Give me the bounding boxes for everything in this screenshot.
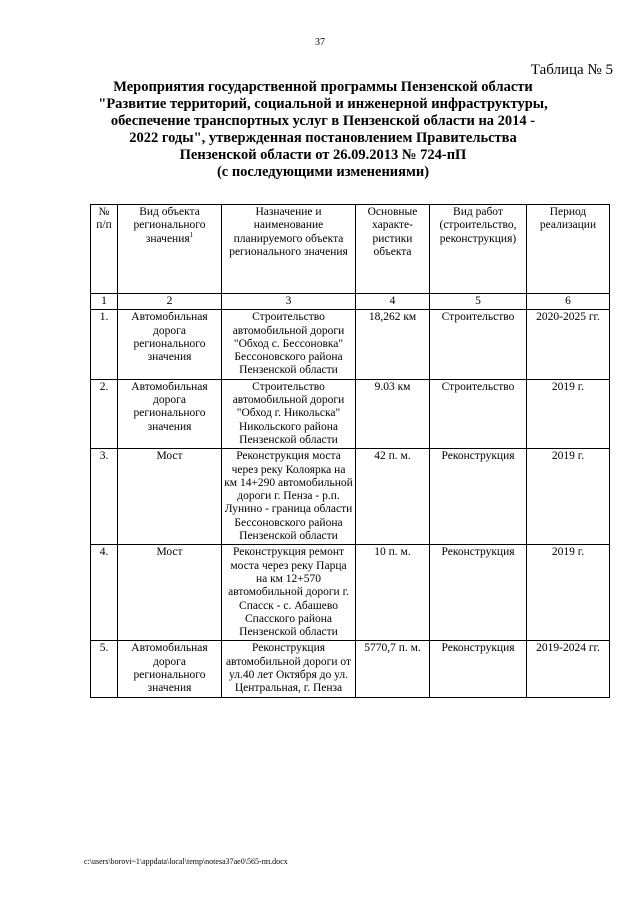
period-cell: 2019 г. [527, 379, 610, 448]
table-row [91, 379, 610, 448]
period-cell: 2019 г. [527, 545, 610, 641]
column-number: 3 [222, 294, 356, 310]
work-type-cell: Строительство [430, 379, 527, 448]
object-name-cell: Строительство автомобильной дороги "Обход г. Никольска" Никольского района Пензенской области [222, 379, 356, 448]
header-cell: Назначение и наименование планируемого объекта регионального значения [222, 205, 356, 294]
object-type-cell: Автомобильная дорога регионального значения [118, 379, 222, 448]
period-cell: 2020-2025 гг. [527, 310, 610, 379]
column-number: 4 [356, 294, 430, 310]
table-header-row [91, 205, 610, 294]
object-type-cell: Автомобильная дорога регионального значения [118, 641, 222, 697]
row-number-cell: 4. [91, 545, 118, 641]
table-label: Таблица № 5 [530, 62, 613, 78]
row-number-cell: 2. [91, 379, 118, 448]
characteristics-cell: 10 п. м. [356, 545, 430, 641]
column-number: 6 [527, 294, 610, 310]
period-cell: 2019-2024 гг. [527, 641, 610, 697]
title-line: 2022 годы", утвержденная постановлением Правительства [129, 130, 517, 146]
header-cell [118, 205, 222, 294]
objects-table [90, 204, 610, 698]
object-name-cell: Строительство автомобильной дороги "Обход с. Бессоновка" Бессоновского района Пензенской области [222, 310, 356, 379]
object-type-cell: Мост [118, 449, 222, 545]
object-name-cell: Реконструкция моста через реку Колоярка на км 14+290 автомобильной дороги г. Пенза - р.п. Лунино - граница области Бессоновского района Пензенской области [222, 449, 356, 545]
footnote-marker: 1 [189, 230, 194, 239]
column-number: 1 [91, 294, 118, 310]
header-cell: Вид работ (строительство, реконструкция) [430, 205, 527, 294]
header-cell: Период реализации [527, 205, 610, 294]
table-row [91, 545, 610, 641]
column-number-row [91, 294, 610, 310]
object-type-cell: Мост [118, 545, 222, 641]
header-cell-text: Вид объекта регионального значения [133, 206, 206, 245]
period-cell: 2019 г. [527, 449, 610, 545]
work-type-cell: Реконструкция [430, 545, 527, 641]
object-name-cell: Реконструкция автомобильной дороги от ул.40 лет Октября до ул. Центральная, г. Пенза [222, 641, 356, 697]
work-type-cell: Реконструкция [430, 449, 527, 545]
object-name-cell: Реконструкция ремонт моста через реку Парца на км 12+570 автомобильной дороги г. Спасск - с. Абашево Спасского района Пензенской области [222, 545, 356, 641]
work-type-cell: Строительство [430, 310, 527, 379]
object-type-cell: Автомобильная дорога регионального значения [118, 310, 222, 379]
header-cell: № п/п [91, 205, 118, 294]
file-path-footer: c:\users\borovi~1\appdata\local\temp\notesa37ae0\565-пп.docx [84, 857, 288, 866]
table-row [91, 310, 610, 379]
row-number-cell: 3. [91, 449, 118, 545]
header-cell: Основные характе-ристики объекта [356, 205, 430, 294]
row-number-cell: 1. [91, 310, 118, 379]
title-line: Мероприятия государственной программы Пензенской области [113, 79, 533, 95]
characteristics-cell: 42 п. м. [356, 449, 430, 545]
column-number: 5 [430, 294, 527, 310]
characteristics-cell: 18,262 км [356, 310, 430, 379]
title-line: Пензенской области от 26.09.2013 № 724-пП [179, 147, 467, 163]
title-line: (с последующими изменениями) [216, 164, 430, 180]
table-row [91, 449, 610, 545]
table-row [91, 641, 610, 697]
characteristics-cell: 9.03 км [356, 379, 430, 448]
title-line: "Развитие территорий, социальной и инженерной инфраструктуры, [98, 96, 548, 112]
title-line: обеспечение транспортных услуг в Пензенской области на 2014 - [110, 113, 536, 129]
column-number: 2 [118, 294, 222, 310]
document-title [88, 79, 558, 181]
work-type-cell: Реконструкция [430, 641, 527, 697]
page-number: 37 [315, 37, 325, 48]
characteristics-cell: 5770,7 п. м. [356, 641, 430, 697]
row-number-cell: 5. [91, 641, 118, 697]
